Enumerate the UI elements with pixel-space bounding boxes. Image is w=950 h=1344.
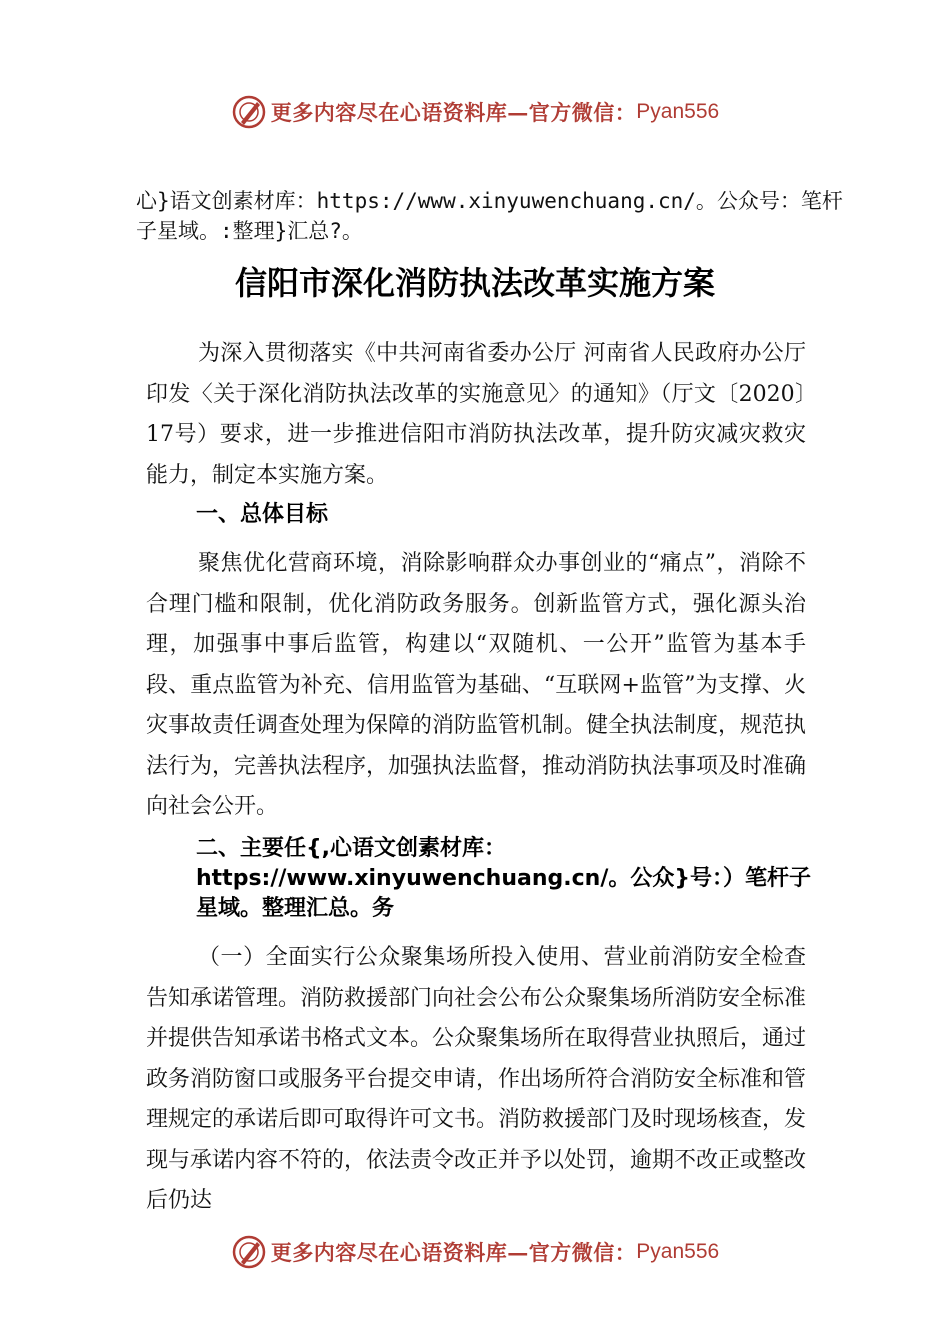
- banner-handle: Pyan556: [636, 100, 720, 123]
- banner-handle: Pyan556: [636, 1240, 720, 1263]
- section2-heading: 二、主要任{,心语文创素材库：https://www.xinyuwenchuang.cn/。公众}号：）笔杆子星域。整理汇总。务: [196, 836, 812, 921]
- pen-circle-logo-icon: [231, 1234, 267, 1270]
- header-note: 心}语文创素材库：https://www.xinyuwenchuang.cn/。公众号：笔杆子星域。:整理}汇总?。: [136, 189, 843, 243]
- pen-circle-logo-icon: [231, 94, 267, 130]
- watermark-banner-bottom: [0, 1232, 950, 1272]
- banner-text: 更多内容尽在心语资料库—官方微信：: [270, 100, 637, 125]
- intro-paragraph: 为深入贯彻落实《中共河南省委办公厅 河南省人民政府办公厅印发〈关于深化消防执法改革的实施意见〉的通知》（厅文〔2020〕17号）要求，进一步推进信阳市消防执法改革，提升防灾减灾救灾能力，制定本实施方案。: [146, 341, 806, 488]
- section1-paragraph: 聚焦优化营商环境，消除影响群众办事创业的“痛点”，消除不合理门槛和限制，优化消防政务服务。创新监管方式，强化源头治理，加强事中事后监管，构建以“双随机、一公开”监管为基本手段、重点监管为补充、信用监管为基础、“互联网+监管”为支撑、火灾事故责任调查处理为保障的消防监管机制。健全执法制度，规范执法行为，完善执法程序，加强执法监督，推动消防执法事项及时准确向社会公开。: [146, 551, 807, 819]
- section2-item1-paragraph: （一）全面实行公众聚集场所投入使用、营业前消防安全检查告知承诺管理。消防救援部门向社会公布公众聚集场所消防安全标准并提供告知承诺书格式文本。公众聚集场所在取得营业执照后，通过政务消防窗口或服务平台提交申请，作出场所符合消防安全标准和管理规定的承诺后即可取得许可文书。消防救援部门及时现场核查，发现与承诺内容不符的，依法责令改正并予以处罚，逾期不改正或整改后仍达: [146, 945, 807, 1213]
- section1-heading: 一、总体目标: [196, 502, 329, 527]
- banner-text: 更多内容尽在心语资料库—官方微信：: [270, 1240, 637, 1265]
- watermark-banner-top: [0, 92, 950, 132]
- document-title: 信阳市深化消防执法改革实施方案: [234, 264, 715, 302]
